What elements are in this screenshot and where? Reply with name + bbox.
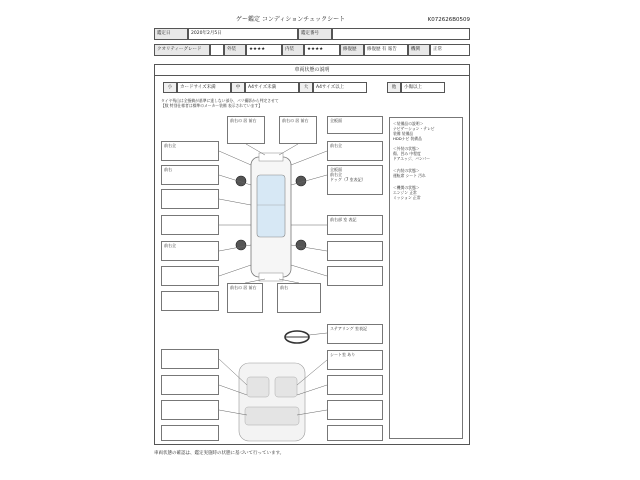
quality-grade-value — [210, 44, 224, 56]
engine-value: 正常 — [430, 44, 470, 56]
note-item: エンジン 正常 — [393, 190, 417, 195]
inspection-number-value — [332, 28, 470, 40]
note-item: ミッション 正常 — [393, 195, 421, 200]
comment-box-interior-1: シート室 あり — [327, 350, 383, 370]
comment-box-right-1: 前右全 — [327, 141, 383, 161]
note-item: 傷、凹み 中程度 — [393, 151, 421, 156]
note-line-1: タイヤ残山は全指摘が基準に達しない部分、パリ撮影から判定させて — [161, 98, 279, 103]
legend-key-large: 大 — [299, 82, 313, 93]
engine-label: 機関 — [408, 44, 430, 56]
car-body-outline — [251, 153, 291, 281]
note-item: ナビゲーション・テレビ — [393, 126, 435, 131]
legend-text-large: A4サイズ以上 — [313, 82, 367, 93]
note-item: ＜外装の状態＞ — [393, 146, 420, 151]
exterior-label: 外装 — [224, 44, 246, 56]
note-item: ＜装備品の説明＞ — [393, 121, 424, 126]
note-item: ＜機関の状態＞ — [393, 185, 420, 190]
legend-key-medium: 中 — [231, 82, 245, 93]
comment-box-left-1: 前右全 — [161, 141, 219, 161]
comment-box-rear-right: 前右 — [277, 283, 321, 313]
legend-key-small: 小 — [163, 82, 177, 93]
tire-rear-right-icon — [296, 240, 306, 250]
vehicle-condition-panel — [154, 64, 470, 445]
repair-history-value: 修復歴 有 報告 — [364, 44, 408, 56]
inspection-date-label: 鑑定日 — [154, 28, 188, 40]
note-item: 運転席 シート 汚れ — [393, 173, 426, 178]
condition-heading: 車両状態の説明 — [155, 65, 469, 76]
note-item: ドアエッジ、バンパー — [393, 156, 431, 161]
inspection-number-label: 鑑定番号 — [298, 28, 332, 40]
sheet-title: ゲー鑑定 コンディションチェックシート — [236, 16, 346, 23]
legend-text-medium: A4サイズ未満 — [245, 82, 299, 93]
sheet-serial-number: K072626B0509 — [427, 17, 470, 23]
comment-box-left-2: 前右 — [161, 165, 219, 185]
header-table — [154, 28, 470, 57]
interior-label: 内装 — [282, 44, 304, 56]
condition-check-sheet — [150, 14, 474, 462]
inspection-date-value: 2020年2月5日 — [188, 28, 298, 40]
comment-box-left-5: 前右全 — [161, 241, 219, 261]
cabin-interior-diagram — [239, 363, 305, 441]
comment-box-front-right: 前右の 居 前右 — [279, 116, 317, 144]
comment-box-right-3: 前右部 室 表記 — [327, 215, 383, 235]
quality-grade-label: クオリティーグレード — [154, 44, 210, 56]
comment-box-rear-left: 前右の 居 前右 — [227, 283, 263, 313]
comment-box-right-2: 全板面 前右全 ドッグ（7 室表記） — [327, 165, 383, 195]
steering-wheel-icon — [285, 331, 309, 343]
interior-rating: ★★★★ — [304, 44, 340, 56]
legend-text-small: カードサイズ未満 — [177, 82, 231, 93]
legend-key-other: 他 — [387, 82, 401, 93]
note-item: HDDナビ 装備品 — [393, 136, 422, 141]
comment-box-front-left: 前右の 居 前右 — [227, 116, 265, 144]
note-line-2: 【数 特別仕様者は標準のメーカー装備 表示されています】 — [161, 103, 263, 108]
notes-panel — [389, 117, 463, 439]
comment-box-top-right: 全板面 — [327, 116, 383, 134]
tire-rear-left-icon — [236, 240, 246, 250]
note-item: 装備 装備品 — [393, 131, 414, 136]
legend-text-other: 小傷以上 — [401, 82, 445, 93]
comment-box-steering: ステアリング 室表記 — [327, 324, 383, 344]
repair-history-label: 修復歴 — [340, 44, 364, 56]
exterior-rating: ★★★★ — [246, 44, 282, 56]
note-item: ＜内装の状態＞ — [393, 168, 420, 173]
footer-note: 車両状態の確認は、鑑定実施時の状態に基づいて行っています。 — [154, 451, 285, 456]
